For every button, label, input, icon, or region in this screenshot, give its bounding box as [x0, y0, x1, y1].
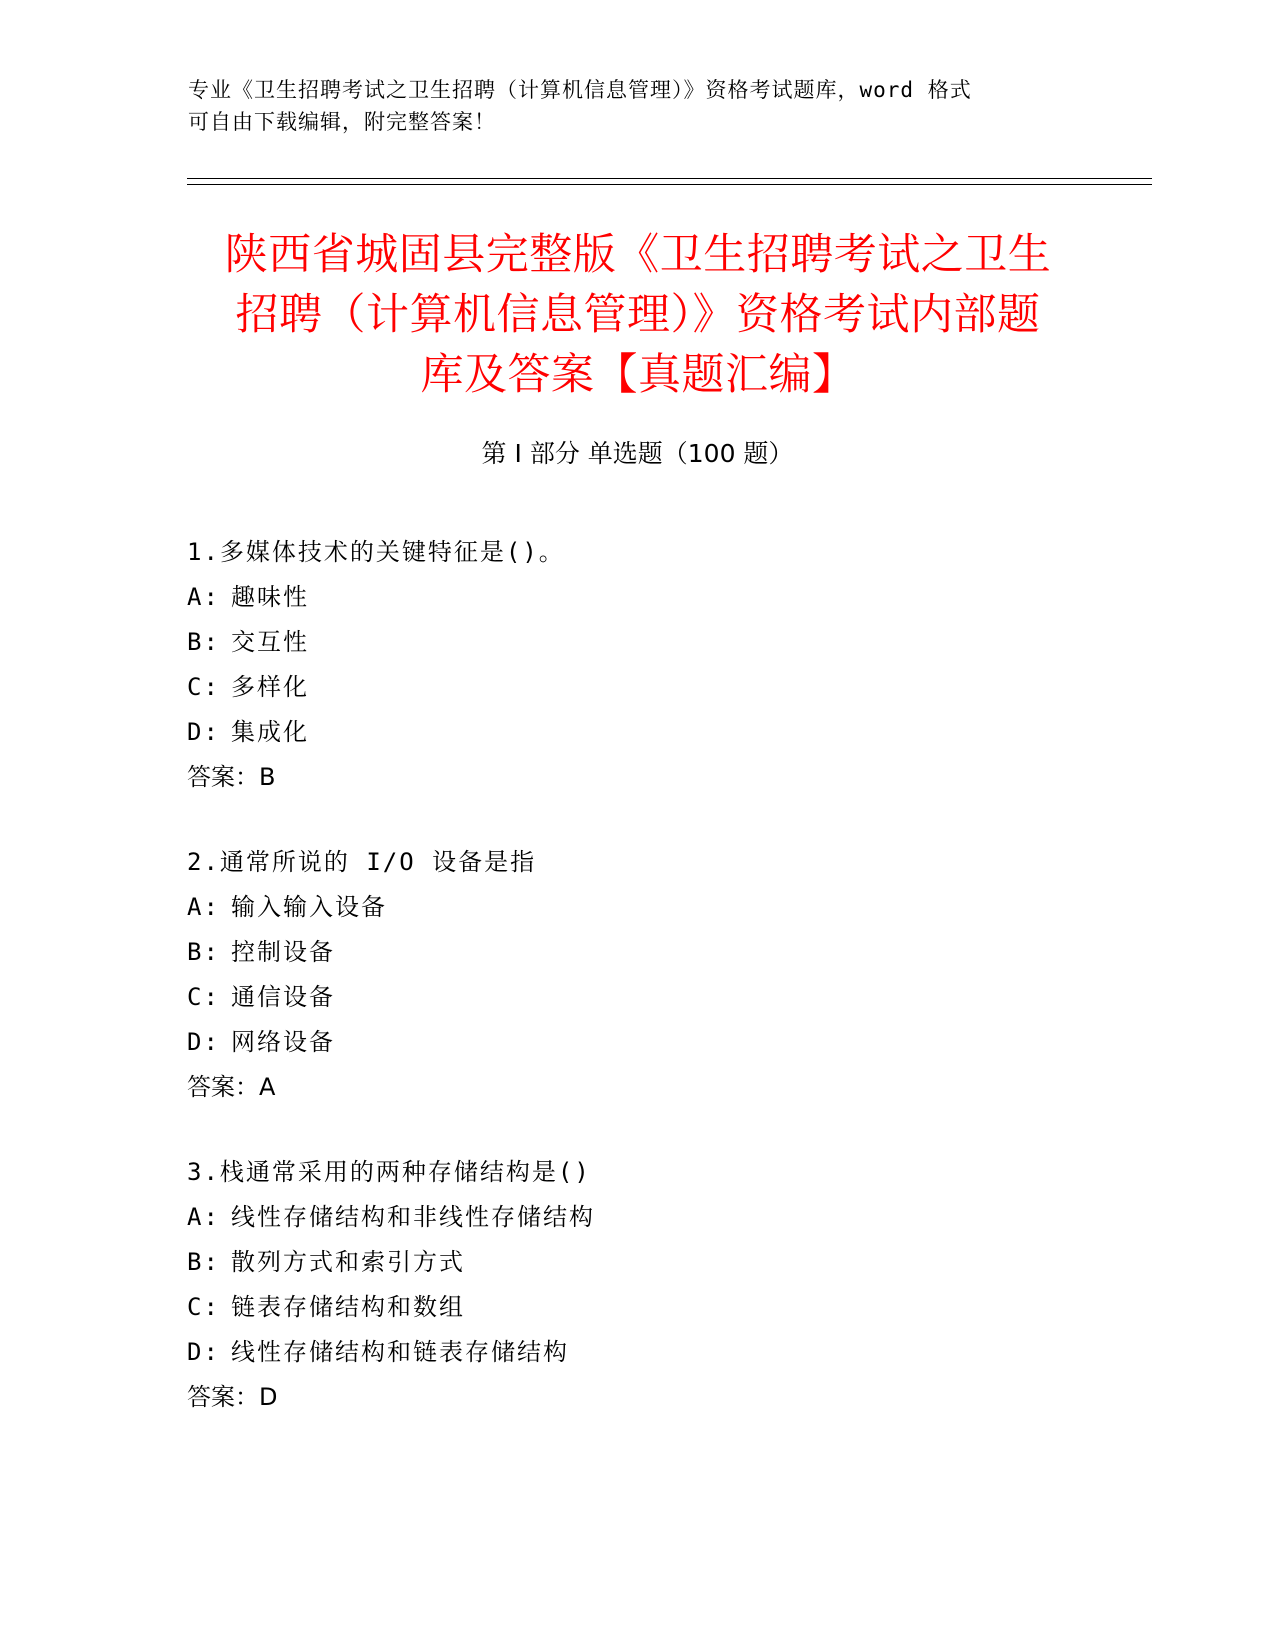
answer-line: 答案：D	[187, 1383, 278, 1411]
title-line-3: 库及答案【真题汇编】	[420, 350, 856, 400]
option-d	[187, 710, 1137, 755]
option-c	[187, 665, 1137, 710]
header-note-line-2: 可自由下载编辑，附完整答案！	[188, 110, 496, 134]
question-item	[187, 530, 1137, 800]
header-divider-top	[187, 178, 1152, 179]
option-letter: C:	[187, 673, 220, 701]
option-letter: D:	[187, 718, 220, 746]
title-line-1: 陕西省城固县完整版《卫生招聘考试之卫生	[224, 230, 1052, 280]
option-letter: B:	[187, 628, 220, 656]
option-letter: B:	[187, 938, 220, 966]
option-d	[187, 1020, 1137, 1065]
section-heading: 第 I 部分 单选题（100 题）	[481, 439, 794, 468]
option-letter: A:	[187, 893, 220, 921]
header-divider-bottom	[187, 184, 1152, 185]
option-b	[187, 930, 1137, 975]
option-b	[187, 1240, 1137, 1285]
option-text: 网络设备	[231, 1028, 335, 1056]
option-text: 输入输入设备	[231, 893, 387, 921]
header-note-line-1: 专业《卫生招聘考试之卫生招聘（计算机信息管理）》资格考试题库，word 格式	[188, 78, 972, 102]
option-text: 通信设备	[231, 983, 335, 1011]
option-text: 线性存储结构和非线性存储结构	[231, 1203, 595, 1231]
document-header-note	[188, 74, 1068, 138]
option-text: 多样化	[231, 673, 309, 701]
question-stem: 1.多媒体技术的关键特征是()。	[187, 538, 565, 566]
answer-line: 答案：A	[187, 1073, 276, 1101]
question-list	[187, 530, 1137, 1460]
option-text: 链表存储结构和数组	[231, 1293, 465, 1321]
answer-line: 答案：B	[187, 763, 276, 791]
option-letter: A:	[187, 1203, 220, 1231]
option-letter: B:	[187, 1248, 220, 1276]
option-a	[187, 885, 1137, 930]
option-text: 集成化	[231, 718, 309, 746]
option-d	[187, 1330, 1137, 1375]
option-a	[187, 575, 1137, 620]
question-stem: 2.通常所说的 I/O 设备是指	[187, 848, 537, 876]
option-text: 线性存储结构和链表存储结构	[231, 1338, 569, 1366]
option-c	[187, 975, 1137, 1020]
document-title	[198, 225, 1078, 405]
option-text: 控制设备	[231, 938, 335, 966]
option-a	[187, 1195, 1137, 1240]
option-c	[187, 1285, 1137, 1330]
question-item	[187, 840, 1137, 1110]
title-line-2: 招聘（计算机信息管理）》资格考试内部题	[235, 290, 1041, 340]
question-item	[187, 1150, 1137, 1420]
option-letter: D:	[187, 1028, 220, 1056]
option-letter: A:	[187, 583, 220, 611]
option-letter: C:	[187, 983, 220, 1011]
option-b	[187, 620, 1137, 665]
option-letter: C:	[187, 1293, 220, 1321]
option-text: 交互性	[231, 628, 309, 656]
option-text: 散列方式和索引方式	[231, 1248, 465, 1276]
option-text: 趣味性	[231, 583, 309, 611]
question-stem: 3.栈通常采用的两种存储结构是()	[187, 1158, 591, 1186]
option-letter: D:	[187, 1338, 220, 1366]
